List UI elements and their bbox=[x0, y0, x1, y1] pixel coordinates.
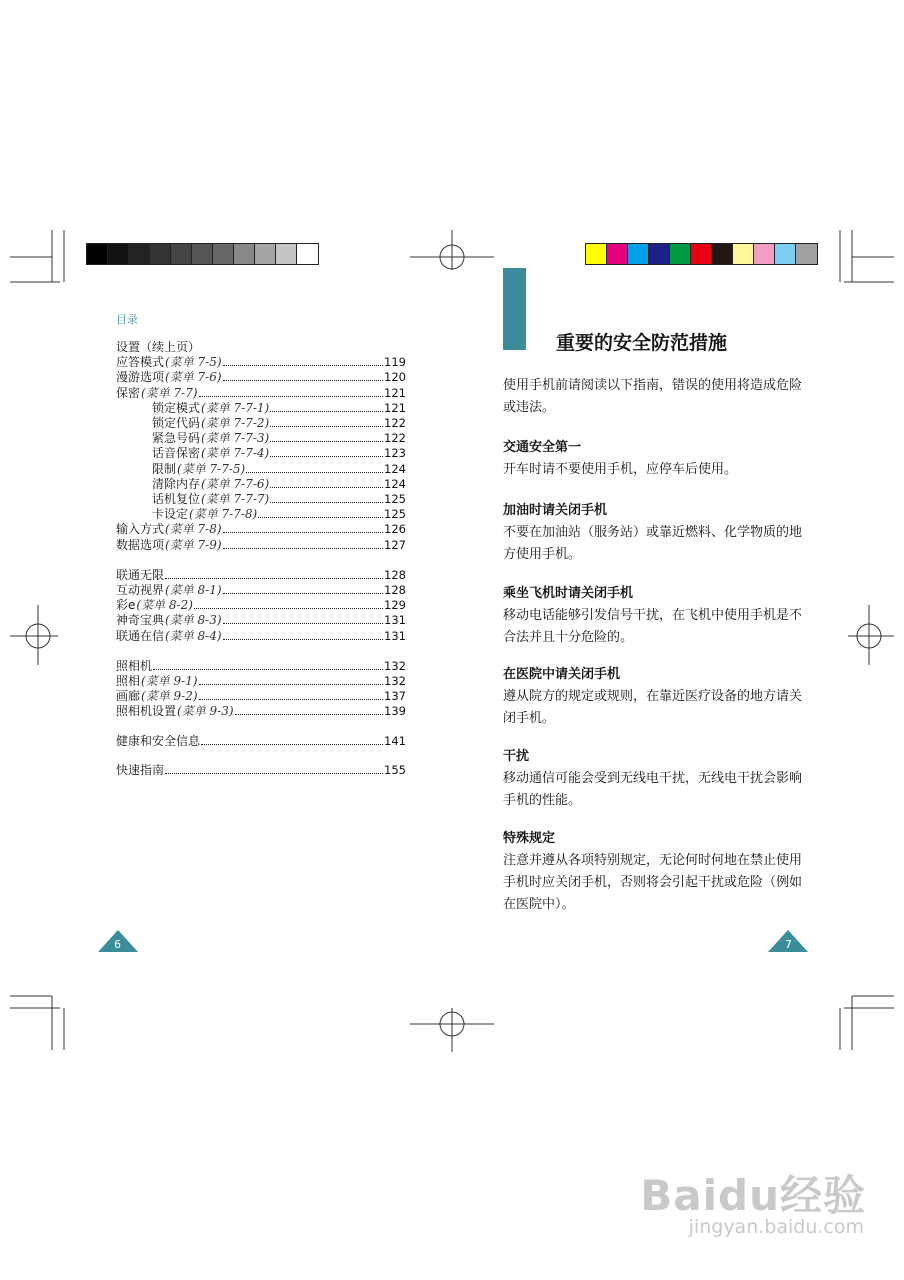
section-body: 移动电话能够引发信号干扰，在飞机中使用手机是不合法并且十分危险的。 bbox=[503, 608, 803, 645]
toc-entry bbox=[116, 763, 406, 778]
toc-leader-dots bbox=[199, 683, 384, 685]
toc-leader-dots bbox=[194, 607, 383, 609]
toc-entry-label: 健康和安全信息 bbox=[116, 733, 201, 748]
color-swatch bbox=[607, 244, 628, 264]
toc-entry-menu-ref: (菜单 7-7-7) bbox=[201, 492, 270, 507]
toc-entry-page: 119 bbox=[384, 355, 406, 370]
toc-entry bbox=[116, 401, 406, 416]
toc-entry-label: 神奇宝典 bbox=[116, 613, 165, 628]
toc-entry bbox=[116, 674, 406, 689]
toc-entry-page: 121 bbox=[384, 385, 406, 400]
toc-entry bbox=[116, 477, 406, 492]
toc-entry-page: 125 bbox=[384, 507, 406, 522]
section-body: 不要在加油站（服务站）或靠近燃料、化学物质的地方使用手机。 bbox=[503, 525, 803, 562]
toc-entry-menu-ref: (菜单 7-6) bbox=[165, 370, 222, 385]
toc-entry-page: 129 bbox=[384, 598, 406, 613]
grayscale-swatch bbox=[129, 244, 150, 264]
toc-entry bbox=[116, 734, 406, 749]
toc-entry-page: 122 bbox=[384, 416, 406, 431]
grayscale-swatch bbox=[150, 244, 171, 264]
toc-entry-page: 131 bbox=[384, 628, 406, 643]
toc-entry-page: 141 bbox=[384, 733, 406, 748]
toc-entry bbox=[116, 355, 406, 370]
toc-entry-menu-ref: (菜单 9-1) bbox=[141, 674, 198, 689]
table-of-contents bbox=[116, 340, 406, 778]
toc-entry-label: 照相 bbox=[116, 674, 141, 689]
toc-entry-menu-ref: (菜单 7-5) bbox=[165, 355, 222, 370]
safety-section bbox=[503, 583, 803, 649]
grayscale-calibration-bar bbox=[86, 243, 319, 265]
toc-entry-menu-ref: (菜单 8-1) bbox=[165, 583, 222, 598]
toc-entry-page: 120 bbox=[384, 370, 406, 385]
color-swatch bbox=[796, 244, 817, 264]
toc-leader-dots bbox=[223, 622, 384, 624]
toc-entry-menu-ref: (菜单 7-7-8) bbox=[189, 507, 258, 522]
toc-spacer bbox=[116, 720, 406, 734]
toc-leader-dots bbox=[270, 486, 383, 488]
safety-section bbox=[503, 437, 803, 481]
color-swatch bbox=[628, 244, 649, 264]
section-heading: 加油时请关闭手机 bbox=[503, 503, 608, 518]
toc-entry-page: 126 bbox=[384, 522, 406, 537]
toc-entry-label: 锁定模式 bbox=[152, 400, 201, 415]
toc-entry-label: 紧急号码 bbox=[152, 431, 201, 446]
toc-entry-page: 132 bbox=[384, 674, 406, 689]
safety-section bbox=[503, 500, 803, 566]
section-body: 注意并遵从各项特别规定，无论何时何地在禁止使用手机时应关闭手机，否则将会引起干扰或危险（例如在医院中）。 bbox=[503, 853, 803, 912]
color-calibration-bar bbox=[585, 243, 818, 265]
section-heading: 在医院中请关闭手机 bbox=[503, 667, 621, 682]
safety-section bbox=[503, 664, 803, 730]
toc-entry-label: 卡设定 bbox=[152, 507, 189, 522]
toc-leader-dots bbox=[223, 379, 384, 381]
toc-leader-dots bbox=[199, 698, 384, 700]
toc-entry bbox=[116, 462, 406, 477]
toc-leader-dots bbox=[270, 410, 383, 412]
toc-entry-label: 话音保密 bbox=[152, 446, 201, 461]
safety-section bbox=[503, 828, 803, 916]
toc-entry-page: 121 bbox=[384, 400, 406, 415]
toc-entry-label: 联通在信 bbox=[116, 628, 165, 643]
toc-entry-menu-ref: (菜单 7-7-5) bbox=[177, 461, 246, 476]
toc-entry-menu-ref: (菜单 7-8) bbox=[165, 522, 222, 537]
grayscale-swatch bbox=[297, 244, 318, 264]
toc-entry-label: 快速指南 bbox=[116, 762, 165, 777]
toc-entry-label: 设置（续上页） bbox=[116, 340, 201, 354]
toc-entry-page: 124 bbox=[384, 461, 406, 476]
toc-entry-label: 清除内存 bbox=[152, 476, 201, 491]
color-swatch bbox=[712, 244, 733, 264]
toc-entry-menu-ref: (菜单 7-7-4) bbox=[201, 446, 270, 461]
toc-entry bbox=[116, 340, 406, 355]
grayscale-swatch bbox=[255, 244, 276, 264]
toc-entry bbox=[116, 704, 406, 719]
toc-entry-page: 139 bbox=[384, 704, 406, 719]
toc-entry-menu-ref: (菜单 9-2) bbox=[141, 689, 198, 704]
toc-entry bbox=[116, 507, 406, 522]
toc-leader-dots bbox=[223, 638, 384, 640]
section-heading: 交通安全第一 bbox=[503, 440, 582, 455]
toc-entry-page: 125 bbox=[384, 492, 406, 507]
section-heading: 干扰 bbox=[503, 749, 530, 764]
toc-leader-dots bbox=[223, 547, 384, 549]
safety-section bbox=[503, 746, 803, 812]
toc-leader-dots bbox=[165, 577, 383, 579]
toc-entry-page: 128 bbox=[384, 583, 406, 598]
toc-entry bbox=[116, 629, 406, 644]
watermark-logo: Baidu经验 bbox=[640, 1171, 866, 1220]
toc-leader-dots bbox=[235, 713, 384, 715]
toc-entry bbox=[116, 568, 406, 583]
toc-entry bbox=[116, 492, 406, 507]
toc-leader-dots bbox=[199, 395, 384, 397]
toc-entry-label: 应答模式 bbox=[116, 355, 165, 370]
toc-entry-label: 限制 bbox=[152, 461, 177, 476]
color-swatch bbox=[586, 244, 607, 264]
toc-entry-label: 话机复位 bbox=[152, 492, 201, 507]
color-swatch bbox=[754, 244, 775, 264]
toc-leader-dots bbox=[246, 471, 383, 473]
color-swatch bbox=[733, 244, 754, 264]
toc-entry bbox=[116, 598, 406, 613]
toc-entry-label: 联通无限 bbox=[116, 567, 165, 582]
toc-entry-menu-ref: (菜单 7-7-6) bbox=[201, 476, 270, 491]
grayscale-swatch bbox=[192, 244, 213, 264]
page-number-right: 7 bbox=[785, 938, 792, 951]
toc-entry-page: 124 bbox=[384, 476, 406, 491]
toc-entry-label: 画廊 bbox=[116, 689, 141, 704]
section-body: 遵从院方的规定或规则，在靠近医疗设备的地方请关闭手机。 bbox=[503, 689, 803, 726]
toc-entry-menu-ref: (菜单 7-7-2) bbox=[201, 416, 270, 431]
color-swatch bbox=[691, 244, 712, 264]
toc-header: 目录 bbox=[116, 313, 138, 326]
toc-entry-menu-ref: (菜单 8-2) bbox=[136, 598, 193, 613]
toc-entry-menu-ref: (菜单 8-4) bbox=[165, 628, 222, 643]
toc-entry-label: 漫游选项 bbox=[116, 370, 165, 385]
page-title: 重要的安全防范措施 bbox=[556, 332, 728, 354]
toc-entry-label: 照相机设置 bbox=[116, 704, 177, 719]
toc-entry-page: 155 bbox=[384, 762, 406, 777]
section-heading: 特殊规定 bbox=[503, 831, 556, 846]
toc-entry-page: 123 bbox=[384, 446, 406, 461]
page-number-left: 6 bbox=[114, 938, 121, 951]
toc-entry bbox=[116, 689, 406, 704]
grayscale-swatch bbox=[108, 244, 129, 264]
watermark-url: jingyan.baidu.com bbox=[688, 1216, 864, 1238]
toc-entry-page: 131 bbox=[384, 613, 406, 628]
toc-entry-page: 137 bbox=[384, 689, 406, 704]
section-body: 开车时请不要使用手机，应停车后使用。 bbox=[503, 462, 738, 477]
toc-entry bbox=[116, 446, 406, 461]
toc-entry-label: 互动视界 bbox=[116, 583, 165, 598]
toc-leader-dots bbox=[258, 516, 383, 518]
toc-entry-label: 数据选项 bbox=[116, 537, 165, 552]
color-swatch bbox=[775, 244, 796, 264]
toc-entry-label: 照相机 bbox=[116, 658, 153, 673]
toc-entry bbox=[116, 613, 406, 628]
toc-leader-dots bbox=[165, 772, 383, 774]
toc-leader-dots bbox=[223, 531, 384, 533]
toc-leader-dots bbox=[270, 440, 383, 442]
grayscale-swatch bbox=[276, 244, 297, 264]
toc-leader-dots bbox=[153, 668, 383, 670]
toc-entry bbox=[116, 522, 406, 537]
section-heading: 乘坐飞机时请关闭手机 bbox=[503, 586, 634, 601]
toc-entry bbox=[116, 431, 406, 446]
toc-entry-label: 输入方式 bbox=[116, 522, 165, 537]
grayscale-swatch bbox=[87, 244, 108, 264]
toc-entry bbox=[116, 659, 406, 674]
grayscale-swatch bbox=[171, 244, 192, 264]
toc-leader-dots bbox=[270, 455, 383, 457]
title-accent-bar bbox=[503, 268, 526, 350]
toc-entry-label: 锁定代码 bbox=[152, 416, 201, 431]
toc-entry-page: 128 bbox=[384, 567, 406, 582]
toc-entry-page: 127 bbox=[384, 537, 406, 552]
toc-spacer bbox=[116, 553, 406, 568]
toc-entry-menu-ref: (菜单 9-3) bbox=[177, 704, 234, 719]
toc-entry-menu-ref: (菜单 7-7) bbox=[141, 385, 198, 400]
color-swatch bbox=[670, 244, 691, 264]
toc-entry bbox=[116, 386, 406, 401]
toc-spacer bbox=[116, 749, 406, 763]
toc-entry bbox=[116, 370, 406, 385]
toc-leader-dots bbox=[270, 425, 383, 427]
toc-leader-dots bbox=[270, 501, 383, 503]
toc-leader-dots bbox=[201, 743, 383, 745]
toc-leader-dots bbox=[223, 364, 384, 366]
grayscale-swatch bbox=[234, 244, 255, 264]
toc-entry-page: 132 bbox=[384, 658, 406, 673]
grayscale-swatch bbox=[213, 244, 234, 264]
toc-entry bbox=[116, 416, 406, 431]
color-swatch bbox=[649, 244, 670, 264]
intro-paragraph: 使用手机前请阅读以下指南，错误的使用将造成危险或违法。 bbox=[503, 378, 803, 415]
toc-spacer bbox=[116, 644, 406, 659]
section-body: 移动通信可能会受到无线电干扰，无线电干扰会影响手机的性能。 bbox=[503, 771, 803, 808]
toc-entry-menu-ref: (菜单 7-7-3) bbox=[201, 431, 270, 446]
toc-entry bbox=[116, 583, 406, 598]
toc-entry-label: 彩e bbox=[116, 598, 136, 613]
toc-entry-menu-ref: (菜单 7-9) bbox=[165, 537, 222, 552]
toc-entry bbox=[116, 538, 406, 553]
toc-entry-page: 122 bbox=[384, 431, 406, 446]
toc-leader-dots bbox=[223, 592, 384, 594]
toc-entry-menu-ref: (菜单 7-7-1) bbox=[201, 400, 270, 415]
toc-entry-menu-ref: (菜单 8-3) bbox=[165, 613, 222, 628]
toc-entry-label: 保密 bbox=[116, 385, 141, 400]
